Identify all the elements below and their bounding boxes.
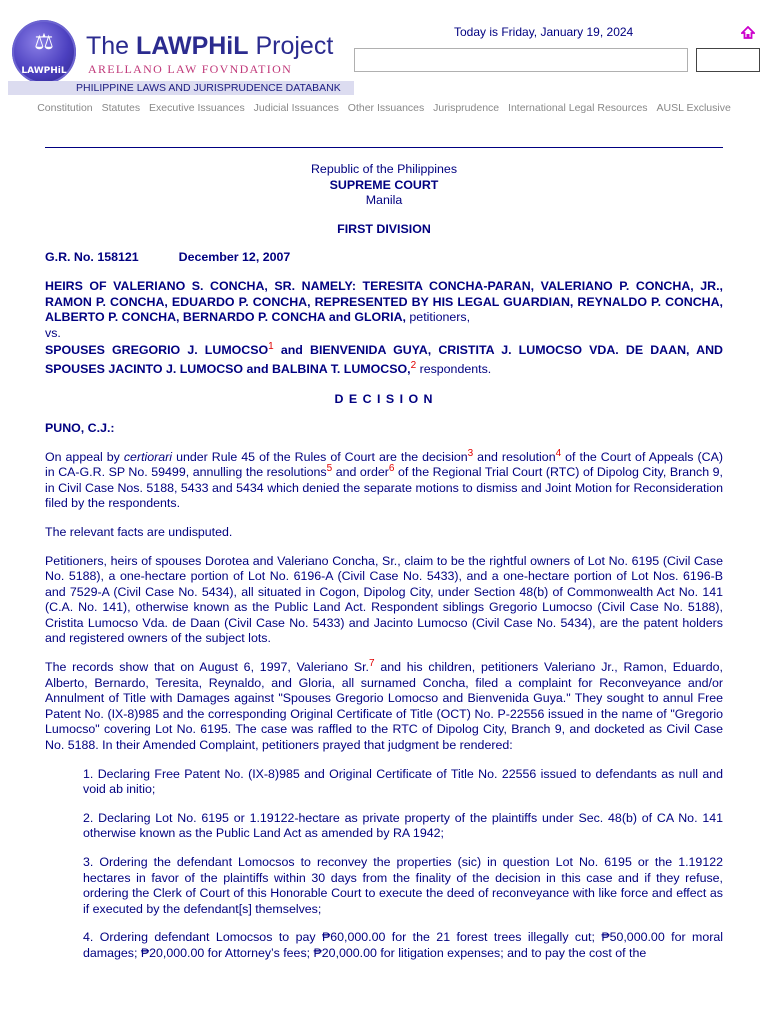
paragraph-2: The relevant facts are undisputed. bbox=[45, 524, 233, 539]
decision-document bbox=[45, 162, 723, 962]
footnote-3-link[interactable]: 3 bbox=[467, 447, 474, 459]
nav-judicial-issuances[interactable]: Judicial Issuances bbox=[253, 102, 339, 114]
decision-heading: D E C I S I O N bbox=[334, 392, 434, 407]
site-logo-subtitle: ARELLANO LAW FOVNDATION bbox=[88, 62, 293, 76]
search-input[interactable] bbox=[354, 48, 688, 72]
nav-jurisprudence[interactable]: Jurisprudence bbox=[433, 102, 500, 114]
nav-international-legal-resources[interactable]: International Legal Resources bbox=[508, 102, 648, 114]
emblem-label: LAWPHiL bbox=[21, 66, 67, 76]
footnote-7-link[interactable]: 7 bbox=[368, 657, 375, 669]
nav-constitution[interactable]: Constitution bbox=[37, 102, 93, 114]
nav-executive-issuances[interactable]: Executive Issuances bbox=[149, 102, 245, 114]
nav-ausl-exclusive[interactable]: AUSL Exclusive bbox=[656, 102, 731, 114]
prayer-item-1: 1. Declaring Free Patent No. (IX-8)985 and Original Certificate of Title No. 22556 issued to defendants as null and void ab initio; bbox=[83, 766, 723, 797]
databank-banner: PHILIPPINE LAWS AND JURISPRUDENCE DATABANK bbox=[8, 81, 354, 95]
today-date: Today is Friday, January 19, 2024 bbox=[454, 25, 634, 39]
main-nav bbox=[0, 102, 768, 114]
scales-of-justice-icon: ⚖ bbox=[34, 29, 54, 54]
division-name: FIRST DIVISION bbox=[337, 221, 431, 236]
search-button[interactable] bbox=[696, 48, 760, 72]
footnote-2-link[interactable]: 2 bbox=[410, 360, 417, 372]
lawphil-emblem-icon[interactable] bbox=[12, 20, 76, 84]
republic-line: Republic of the Philippines bbox=[310, 162, 458, 176]
paragraph-3: Petitioners, heirs of spouses Dorotea and Valeriano Concha, Sr., claim to be the rightful owners of Lot No. 6195 (Civil Case No. 5188), a one-hectare portion of Lot No. 6196-A (Civil Case No. 5433), and a one-hectare portion of Lot Nos. 6196-B and 7529-A (Civil Case No. 5434), all situated in Cogon, Dipolog City, under Section 48(b) of Commonwealth Act No. 141 (C.A. No. 141), otherwise known as the Public Land Act. Respondent siblings Gregorio Lumocso (Civil Case No. 5188), Cristita Lumocso Vda. de Daan (Civil Case No. 5433) and Jacinto Lumocso (Civil Case No. 5434), are the patent holders and registered owners of the subject lots. bbox=[45, 553, 723, 646]
decision-date: December 12, 2007 bbox=[178, 250, 291, 265]
footnote-1-link[interactable]: 1 bbox=[268, 341, 274, 353]
petitioners-block: HEIRS OF VALERIANO S. CONCHA, SR. NAMELY: TERESITA CONCHA-PARAN, VALERIANO P. CONCHA, JR., RAMON P. CONCHA, EDUARDO P. CONCHA, REPRESENTED BY HIS LEGAL GUARDIAN, REYNALDO P. CONCHA, ALBERTO P. CONCHA, BERNARDO P. CONCHA and GLORIA, petitioners, bbox=[45, 278, 723, 325]
paragraph-1: On appeal by certiorari under Rule 45 of the Rules of Court are the decision$^3$ and resolution$^4$ of the Court of Appeals (CA) in CA-G.R. SP No. 59499, annulling the resolutions$^5$ and order$^6$ of the Regional Trial Court (RTC) of Dipolog City, Branch 9, in Civil Case Nos. 5188, 5433 and 5434 which denied the separate motions to dismiss and Joint Motion for Reconsideration filed by the respondents. bbox=[45, 447, 723, 511]
footnote-5-link[interactable]: 5 bbox=[326, 463, 333, 474]
court-city: Manila bbox=[365, 193, 403, 208]
respondents-block: SPOUSES GREGORIO J. LUMOCSO$^1$ and BIENVENIDA GUYA, CRISTITA J. LUMOCSO VDA. DE DAAN, AND SPOUSES JACINTO J. LUMOCSO and BALBINA T. LUMOCSO,$^2$ respondents. bbox=[45, 341, 723, 377]
footnote-6-link[interactable]: 6 bbox=[388, 463, 395, 474]
ponente: PUNO, C.J.: bbox=[45, 420, 115, 435]
site-header bbox=[0, 0, 768, 114]
case-header bbox=[45, 250, 723, 266]
gr-number: G.R. No. 158121 bbox=[45, 250, 139, 265]
prayer-item-2: 2. Declaring Lot No. 6195 or 1.19122-hectare as private property of the plaintiffs under Sec. 48(b) of CA No. 141 otherwise known as the Public Land Act as amended by RA 1942; bbox=[83, 810, 723, 841]
header-divider bbox=[45, 147, 723, 148]
versus-label: vs. bbox=[45, 325, 61, 340]
prayer-item-3: 3. Ordering the defendant Lomocsos to reconvey the properties (sic) in question Lot No. 6195 or the 1.19122 hectares in favor of the plaintiffs within 30 days from the finality of the decision in this case and if they refuse, ordering the Clerk of Court of this Honorable Court to execute the deed of reconveyance with like force and effect as if executed by the defendant[s] themselves; bbox=[83, 855, 723, 916]
prayer-item-4: 4. Ordering defendant Lomocsos to pay ₱60,000.00 for the 21 forest trees illegally cut; ₱50,000.00 for moral damages; ₱20,000.00 for Attorney’s fees; ₱20,000.00 for litigation expenses; and to pay the cost of the bbox=[83, 930, 723, 960]
nav-other-issuances[interactable]: Other Issuances bbox=[347, 102, 425, 114]
nav-statutes[interactable]: Statutes bbox=[101, 102, 141, 114]
site-logo-title[interactable]: The LAWPHiL Project bbox=[86, 32, 334, 60]
home-icon[interactable] bbox=[741, 26, 755, 40]
paragraph-4: The records show that on August 6, 1997, Valeriano Sr.$^7$ and his children, petitioners Valeriano Jr., Ramon, Eduardo, Alberto, Bernardo, Teresita, Reynaldo, and Gloria, all surnamed Concha, filed a complaint for Reconveyance and/or Annulment of Title with Damages against "Spouses Gregorio Lomocso and Bienvenida Guya." They sought to annul Free Patent No. (IX-8)985 and the corresponding Original Certificate of Title (OCT) No. P-22556 issued in the name of "Gregorio Lumocso" covering Lot No. 6195. The case was raffled to the RTC of Dipolog City, Branch 9, and docketed as Civil Case No. 5188. In their Amended Complaint, petitioners prayed that judgment be rendered: bbox=[45, 657, 723, 753]
court-name: SUPREME COURT bbox=[329, 177, 439, 192]
footnote-4-link[interactable]: 4 bbox=[555, 447, 562, 459]
